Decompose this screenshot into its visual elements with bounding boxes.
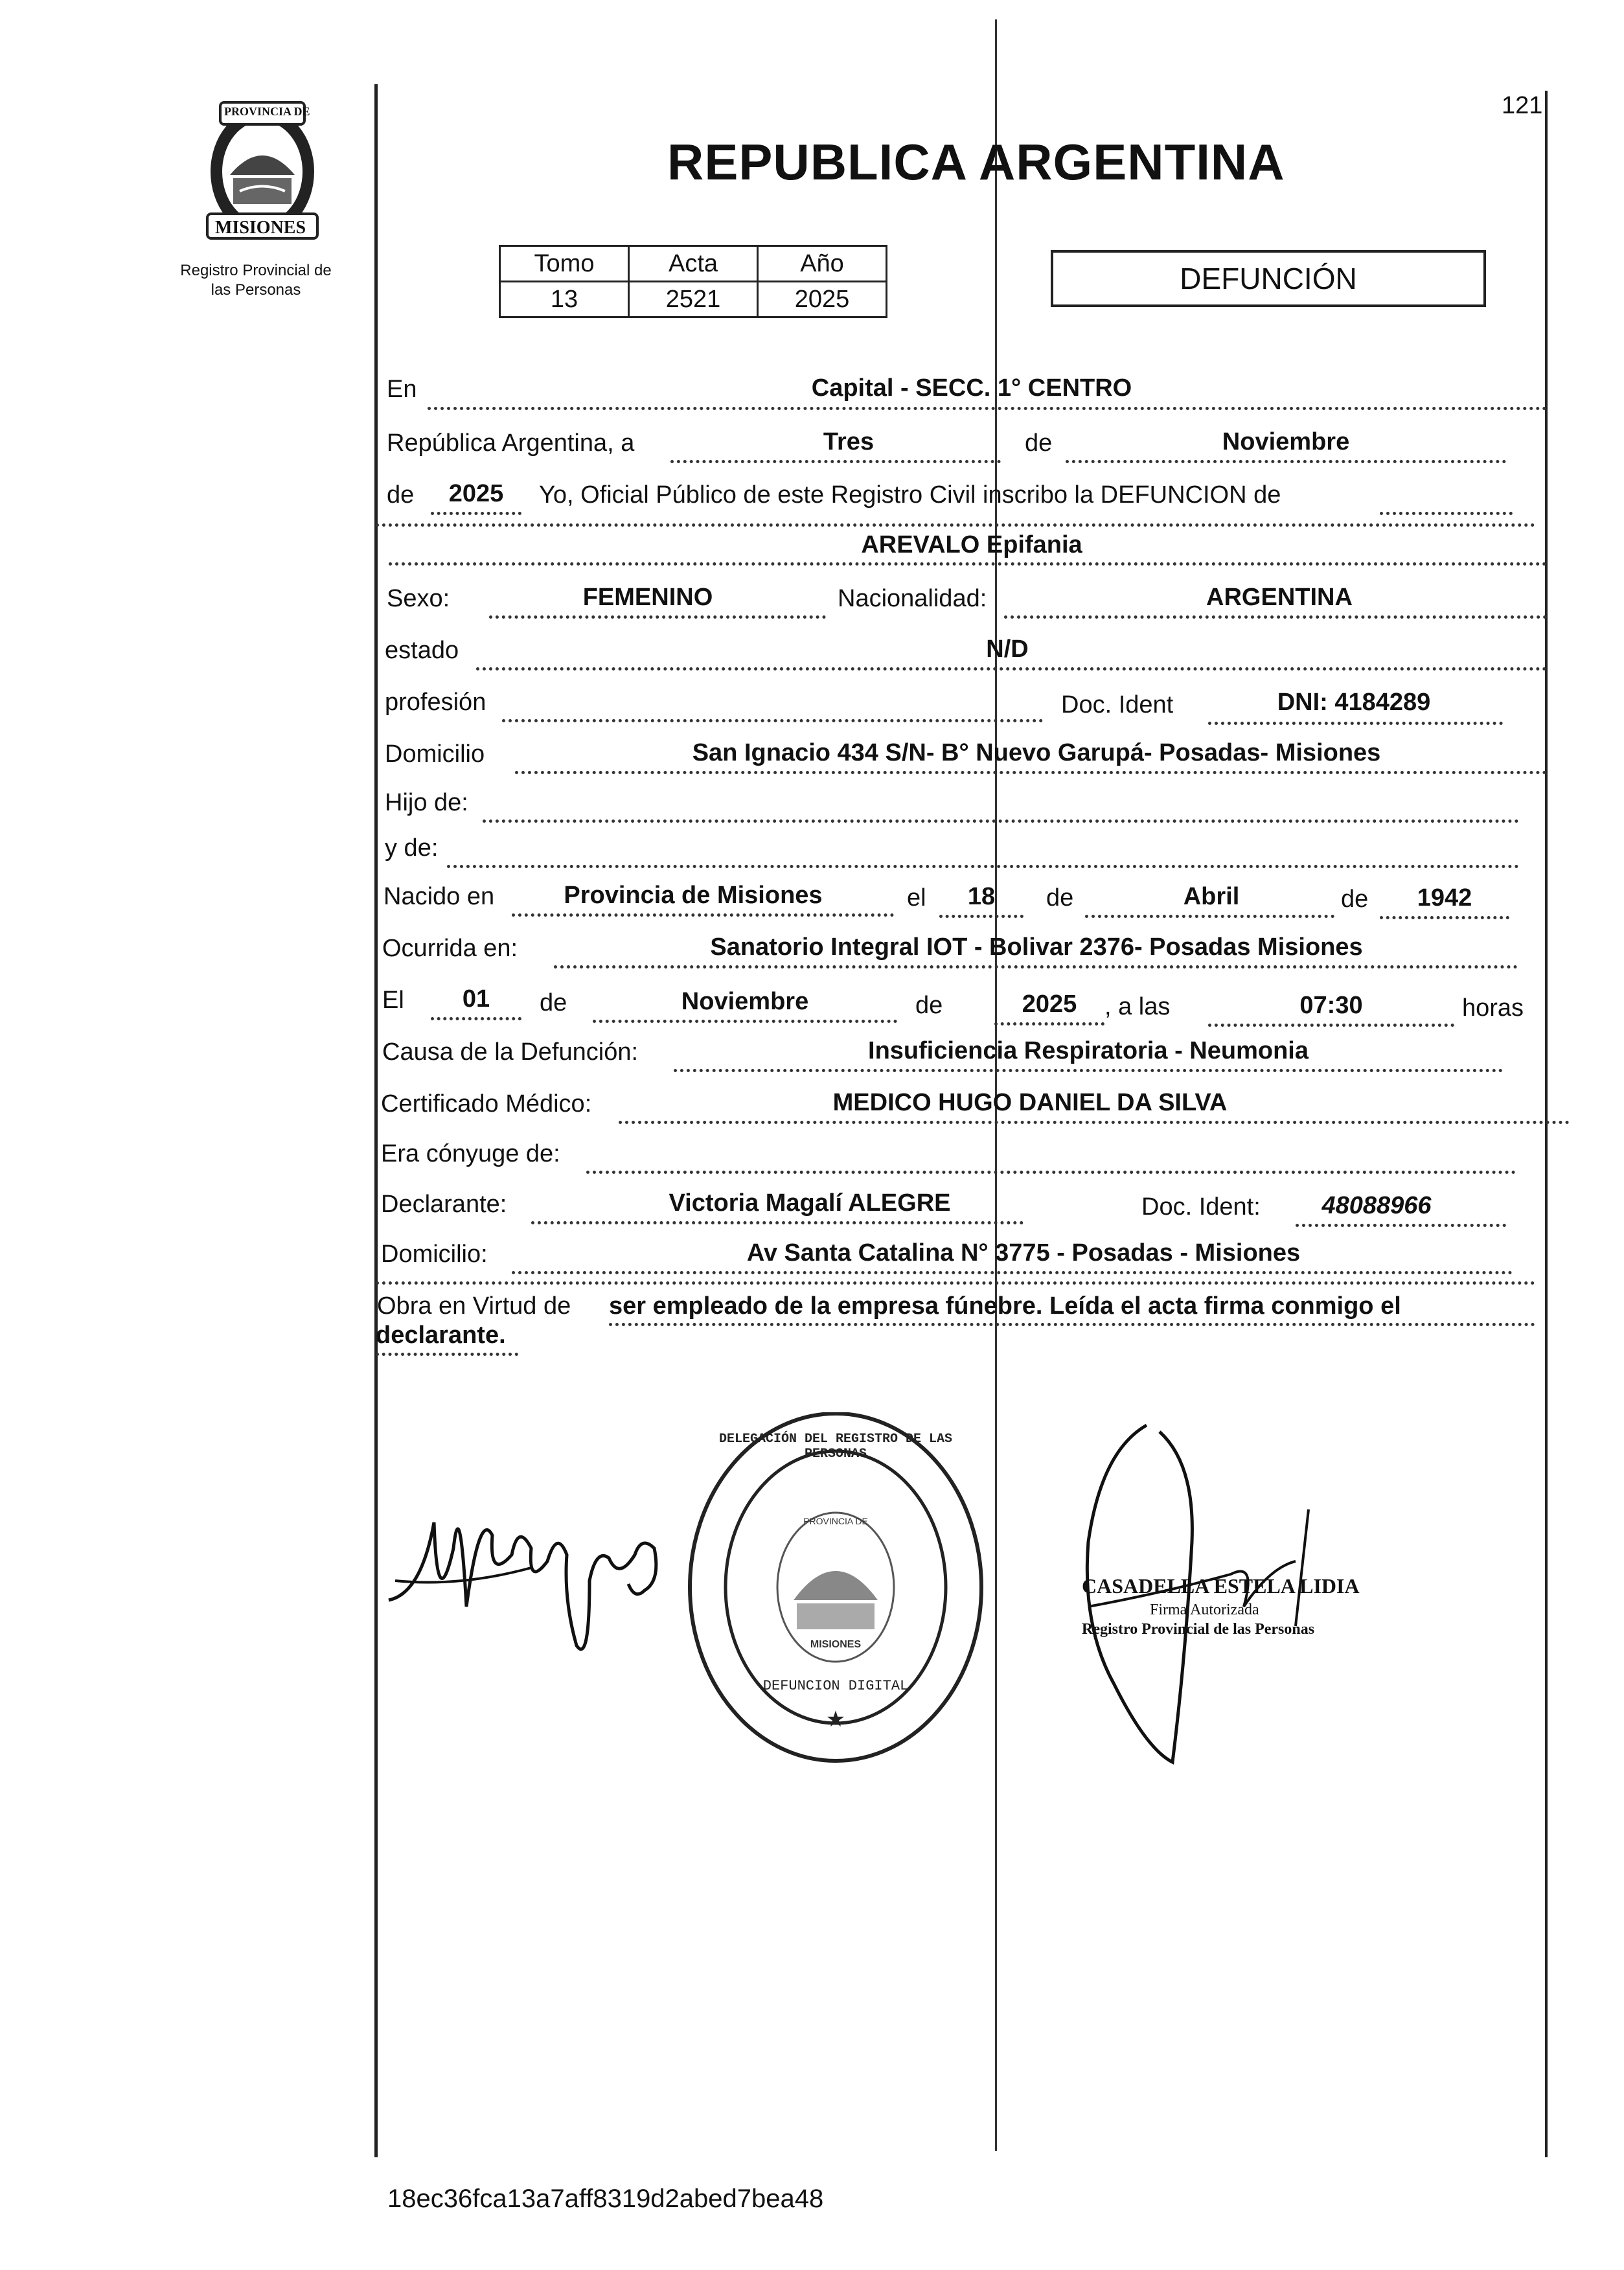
label-domicilio: Domicilio: [381, 1241, 488, 1268]
doc-ident-value: DNI: 4184289 [1277, 689, 1431, 716]
estado-value: N/D [986, 636, 1029, 663]
registry-line2: las Personas [211, 281, 301, 299]
dotted-line [489, 615, 826, 619]
dotted-line [531, 1221, 1024, 1224]
stamp-ring-text: DELEGACIÓN DEL REGISTRO DE LAS PERSONAS [718, 1432, 953, 1462]
tomo-value: 13 [500, 282, 629, 317]
label-profesion: profesión [385, 689, 486, 716]
ocurrida-en-value: Sanatorio Integral IOT - Bolivar 2376- Posadas Misiones [710, 934, 1363, 961]
label-sexo: Sexo: [387, 585, 450, 612]
causa-value: Insuficiencia Respiratoria - Neumonia [868, 1037, 1309, 1064]
declarante-doc-value: 48088966 [1321, 1192, 1432, 1219]
dotted-line [1208, 1024, 1454, 1027]
official-name: CASADELLA ESTELA LIDIA [1082, 1574, 1360, 1598]
declarante-value: Victoria Magalí ALEGRE [669, 1189, 951, 1217]
label-hijo-de: Hijo de: [385, 789, 468, 816]
label-nacionalidad: Nacionalidad: [838, 585, 987, 612]
document-hash: 18ec36fca13a7aff8319d2abed7bea48 [387, 2184, 824, 2213]
right-margin-line [1545, 91, 1548, 2157]
dotted-line [994, 1022, 1104, 1026]
table-header: Acta [629, 246, 758, 282]
label-obra: Obra en Virtud de [377, 1292, 571, 1320]
left-margin-line [374, 84, 378, 2157]
row-separator [376, 523, 1535, 527]
label-yo-oficial: Yo, Oficial Público de este Registro Civil inscribo la DEFUNCION de [539, 481, 1281, 509]
label-ocurrida-en: Ocurrida en: [382, 935, 518, 962]
registry-line1: Registro Provincial de [180, 262, 332, 279]
dotted-line [431, 1017, 521, 1020]
declarante-domicilio-value: Av Santa Catalina N° 3775 - Posadas - Misiones [746, 1239, 1301, 1267]
dotted-line [512, 1271, 1513, 1274]
label-certificado: Certificado Médico: [381, 1090, 592, 1118]
logo-text-bottom: MISIONES [215, 218, 306, 238]
mes-value: Noviembre [1222, 428, 1350, 455]
nacido-en-value: Provincia de Misiones [564, 882, 823, 909]
dotted-line [512, 913, 894, 917]
dotted-line [447, 865, 1519, 868]
anio-value: 2025 [448, 480, 504, 507]
label-horas: horas [1462, 994, 1524, 1022]
acta-value: 2521 [629, 282, 758, 317]
dotted-line [554, 965, 1518, 969]
dotted-line [431, 512, 521, 515]
fold-line [995, 19, 997, 2151]
table-header: Tomo [500, 246, 629, 282]
dotted-line [476, 667, 1547, 671]
stamp-seal-top: PROVINCIA DE [803, 1516, 868, 1526]
dotted-line [376, 1353, 518, 1356]
obra-value-2: declarante. [376, 1322, 506, 1349]
dotted-line [428, 407, 1547, 410]
dotted-line [1380, 916, 1509, 919]
label-de: de [915, 992, 943, 1019]
label-de: de [1046, 884, 1074, 911]
svg-text:★: ★ [825, 1708, 846, 1732]
record-type-box: DEFUNCIÓN [1051, 250, 1486, 307]
record-table-header-row [500, 246, 887, 282]
dotted-line [1380, 512, 1513, 515]
page-number: 121 [1502, 92, 1543, 119]
obra-value: ser empleado de la empresa fúnebre. Leída el acta firma conmigo el [609, 1292, 1401, 1320]
label-republica: República Argentina, a [387, 430, 635, 457]
nombre-value: AREVALO Epifania [861, 531, 1082, 558]
stamp-inner-text: DEFUNCION DIGITAL [762, 1678, 909, 1694]
record-table-value-row [500, 282, 887, 317]
label-y-de: y de: [385, 834, 439, 862]
label-estado: estado [385, 637, 459, 664]
label-declarante: Declarante: [381, 1191, 507, 1218]
label-de: de [1025, 430, 1053, 457]
label-en: En [387, 376, 417, 403]
registry-name [162, 261, 350, 300]
certificado-value: MEDICO HUGO DANIEL DA SILVA [832, 1089, 1228, 1116]
def-mes-value: Noviembre [681, 988, 809, 1015]
row-separator [376, 1281, 1535, 1285]
nacido-mes-value: Abril [1183, 883, 1240, 910]
dotted-line [389, 562, 1547, 566]
dotted-line [670, 460, 1001, 463]
domicilio-value: San Ignacio 434 S/N- B° Nuevo Garupá- Posadas- Misiones [692, 739, 1381, 766]
logo-text-top: PROVINCIA DE [224, 105, 310, 118]
dotted-line [939, 915, 1024, 918]
label-doc-ident: Doc. Ident [1061, 691, 1174, 718]
label-conyuge: Era cónyuge de: [381, 1140, 560, 1167]
dotted-line [586, 1171, 1516, 1174]
anio-value: 2025 [758, 282, 887, 317]
label-doc-ident: Doc. Ident: [1141, 1193, 1261, 1221]
official-office: Registro Provincial de las Personas [1082, 1621, 1315, 1638]
table-header: Año [758, 246, 887, 282]
dotted-line [1085, 915, 1334, 918]
dotted-line [1066, 460, 1506, 463]
dotted-line [515, 771, 1547, 774]
stamp-seal-bottom: MISIONES [810, 1639, 862, 1650]
record-table [499, 245, 887, 318]
sexo-value: FEMENINO [582, 584, 713, 611]
official-role: Firma Autorizada [1150, 1601, 1259, 1618]
label-de: de [540, 989, 567, 1016]
declarant-signature [382, 1451, 687, 1665]
page-title: REPUBLICA ARGENTINA [667, 133, 1285, 190]
dotted-line [502, 719, 1043, 722]
dotted-line [1296, 1224, 1506, 1227]
label-el: el [907, 884, 926, 911]
def-anio-value: 2025 [1022, 991, 1077, 1018]
label-a-las: , a las [1104, 993, 1171, 1020]
dotted-line [483, 820, 1519, 823]
nacionalidad-value: ARGENTINA [1206, 584, 1353, 611]
dotted-line [609, 1323, 1535, 1326]
def-dia-value: 01 [462, 985, 490, 1013]
label-nacido-en: Nacido en [383, 883, 495, 910]
dotted-line [593, 1020, 897, 1023]
def-hora-value: 07:30 [1299, 992, 1363, 1019]
lugar-value: Capital - SECC. 1° CENTRO [811, 374, 1132, 402]
dotted-line [1004, 615, 1547, 619]
dotted-line [1208, 722, 1503, 725]
label-causa: Causa de la Defunción: [382, 1038, 639, 1066]
label-de: de [387, 481, 415, 509]
label-de: de [1341, 886, 1369, 913]
label-domicilio: Domicilio [385, 740, 485, 768]
nacido-dia-value: 18 [967, 883, 996, 910]
dotted-line [619, 1121, 1570, 1124]
label-el: El [382, 987, 404, 1014]
official-stamp [683, 1412, 988, 1775]
dia-letras-value: Tres [823, 428, 875, 455]
nacido-anio-value: 1942 [1417, 884, 1472, 911]
dotted-line [674, 1069, 1503, 1072]
